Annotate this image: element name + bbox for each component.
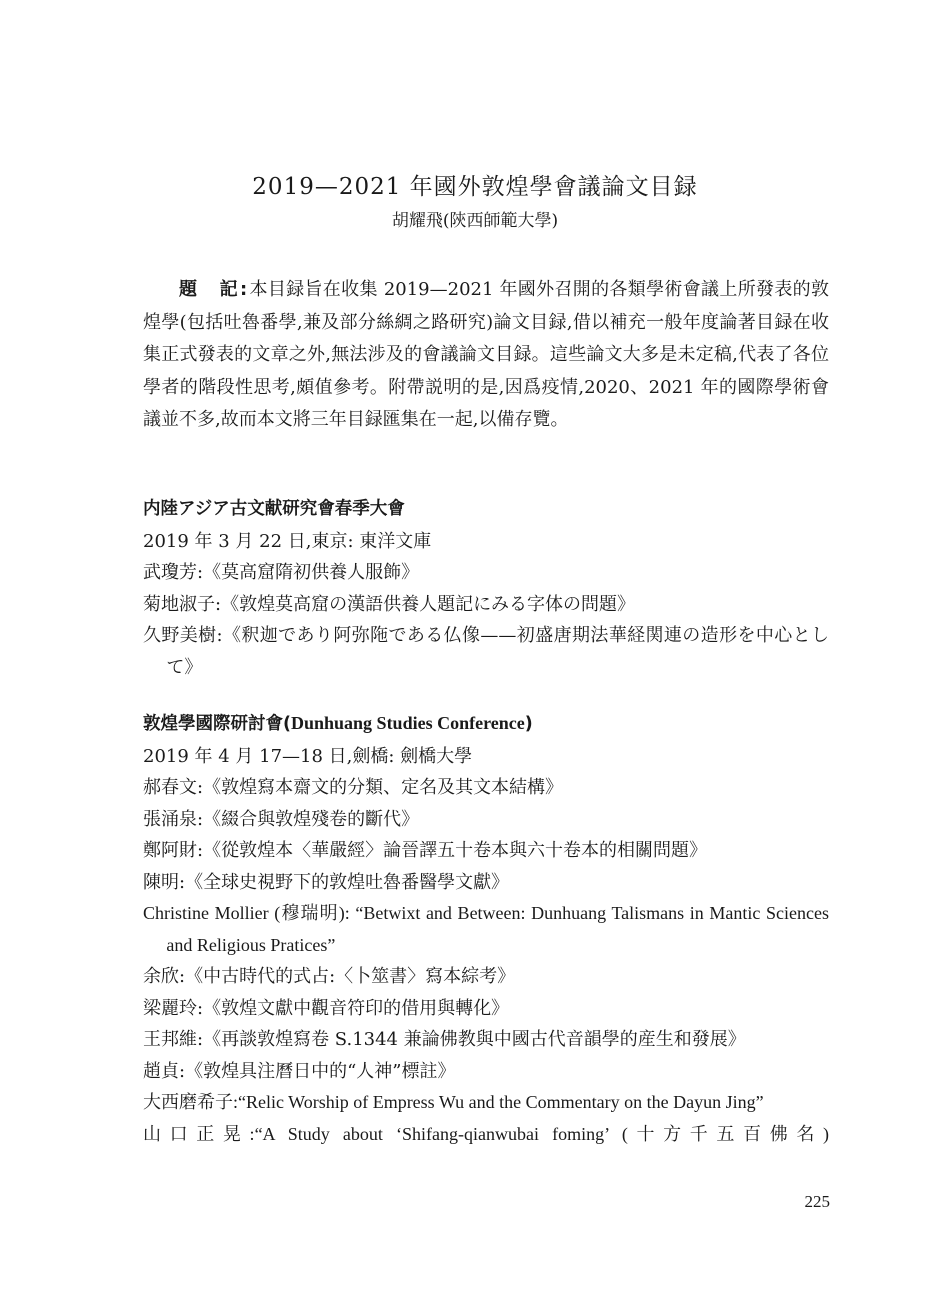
section-heading: 内陸アジア古文献研究會春季大會 — [143, 499, 405, 519]
abstract-text: 本目録旨在收集 2019—2021 年國外召開的各類學術會議上所發表的敦煌學(包括吐魯番學,兼及部分絲綢之路研究)論文目録,借以補充一般年度論著目録在收集正式發表的文章之外,無法涉及的會議論文目録。這些論文大多是未定稿,代表了各位學者的階段性思考,頗值參考。附帶説明的是,因爲疫情,2020、2021 年的國際學術會議並不多,故而本文將三年目録匯集在一起,以備存覽。 — [143, 279, 829, 431]
page-title: 2019—2021 年國外敦煌學會議論文目録 — [252, 174, 698, 200]
conference-info: 2019 年 3 月 22 日,東京: 東洋文庫 — [143, 530, 432, 552]
conference-info: 2019 年 4 月 17—18 日,劍橋: 劍橋大學 — [143, 745, 473, 767]
list-item: 鄭阿財:《從敦煌本〈華嚴經〉論晉譯五十卷本與六十卷本的相關問題》 — [143, 840, 708, 861]
list-item: 陳明:《全球史視野下的敦煌吐魯番醫學文獻》 — [143, 871, 510, 893]
list-item: 武瓊芳:《莫高窟隋初供養人服飾》 — [143, 562, 420, 583]
page-number: 225 — [804, 1192, 830, 1211]
list-item: 大西磨希子:“Relic Worship of Empress Wu and the Commentary on the Dayun Jing” — [143, 1092, 764, 1112]
section-heading-close: ) — [524, 714, 533, 734]
list-item: 趙貞:《敦煌具注曆日中的“人神”標註》 — [143, 1060, 456, 1082]
list-item: 王邦維:《再談敦煌寫卷 S.1344 兼論佛教與中國古代音韻學的産生和發展》 — [143, 1029, 746, 1050]
abstract-paragraph — [143, 274, 829, 437]
section-heading-cjk: 敦煌學國際研討會( — [143, 714, 291, 734]
author-line: 胡耀飛(陝西師範大學) — [391, 211, 559, 231]
section-conference-2 — [143, 708, 829, 1150]
list-item: 余欣:《中古時代的式占:〈卜筮書〉寫本綜考》 — [143, 966, 516, 987]
list-item: Christine Mollier (穆瑞明): “Betwixt and Between: Dunhuang Talismans in Mantic Sciences and Religious Pratices” — [143, 903, 829, 955]
list-item: 山口正晃:“A Study about ‘Shifang-qianwubai foming’ (十方千五百佛名) — [143, 1123, 829, 1144]
list-item: 久野美樹:《釈迦であり阿弥陁である仏像——初盛唐期法華経関連の造形を中心として》 — [143, 625, 829, 678]
section-conference-1 — [143, 494, 829, 683]
section-heading — [143, 708, 829, 741]
list-item: 菊地淑子:《敦煌莫高窟の漢語供養人題記にみる字体の問題》 — [143, 593, 636, 615]
list-item: 張涌泉:《綴合與敦煌殘卷的斷代》 — [143, 808, 420, 830]
abstract-label: 題 記: — [179, 279, 250, 300]
list-item: 梁麗玲:《敦煌文獻中觀音符印的借用與轉化》 — [143, 997, 510, 1019]
section-heading-latin: Dunhuang Studies Conference — [291, 713, 525, 733]
list-item: 郝春文:《敦煌寫本齋文的分類、定名及其文本結構》 — [143, 777, 564, 798]
